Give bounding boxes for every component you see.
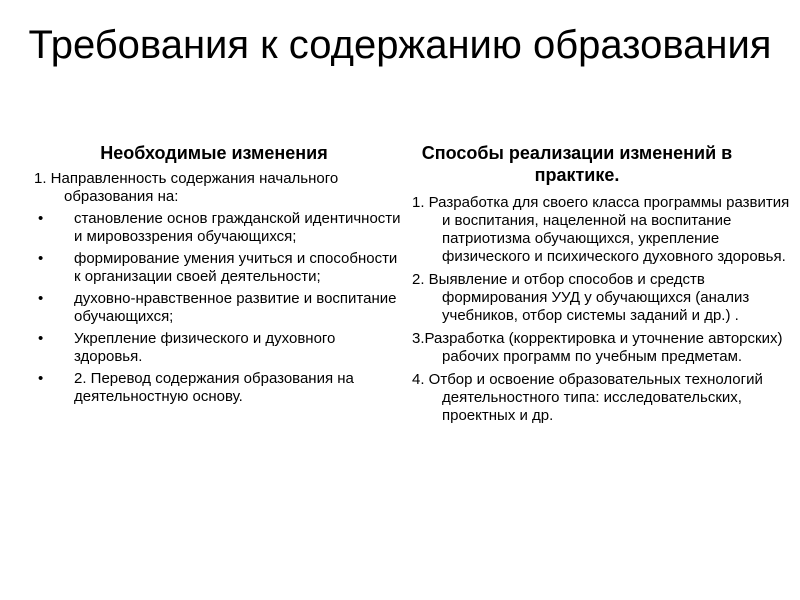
list-item [34,370,404,406]
list-item: 1. Разработка для своего класса программы развития и воспитания, нацеленной на воспитание патриотизма обучающихся, укрепление физического и психического духовного здоровья. [412,194,790,265]
list-item: 4. Отбор и освоение образовательных технологий деятельностного типа: исследовательских, проектных и др. [412,371,763,424]
bullet-icon: • [38,330,44,347]
list-item [34,290,404,326]
left-column-heading: Необходимые изменения [100,143,328,163]
right-column [412,142,792,430]
list-item [34,210,404,246]
list-item [34,330,404,366]
bullet-icon: • [38,210,44,227]
right-list [412,194,792,425]
slide-title: Требования к содержанию образования [28,23,772,67]
list-item-text: становление основ гражданской идентичности и мировоззрения обучающихся; [74,210,401,245]
list-item: 3.Разработка (корректировка и уточнение авторских) рабочих программ по учебным предметам. [412,330,783,365]
list-item-text: формирование умения учиться и способности к организации своей деятельности; [74,250,398,285]
left-list [34,170,404,406]
bullet-icon: • [38,370,44,387]
left-column [34,142,404,410]
right-column-heading: Способы реализации изменений в практике. [421,143,733,185]
list-item: 2. Выявление и отбор способов и средств формирования УУД у обучающихся (анализ учебников, отбор системы заданий и др.) . [412,271,750,324]
bullet-icon: • [38,290,44,307]
list-item-text: духовно-нравственное развитие и воспитание обучающихся; [74,290,397,325]
list-item [34,250,404,286]
list-item: 1. Направленность содержания начального образования на: [34,170,339,205]
list-item-text: Укрепление физического и духовного здоровья. [74,330,336,365]
bullet-icon: • [38,250,44,267]
list-item-text: 2. Перевод содержания образования на деятельностную основу. [74,370,354,405]
